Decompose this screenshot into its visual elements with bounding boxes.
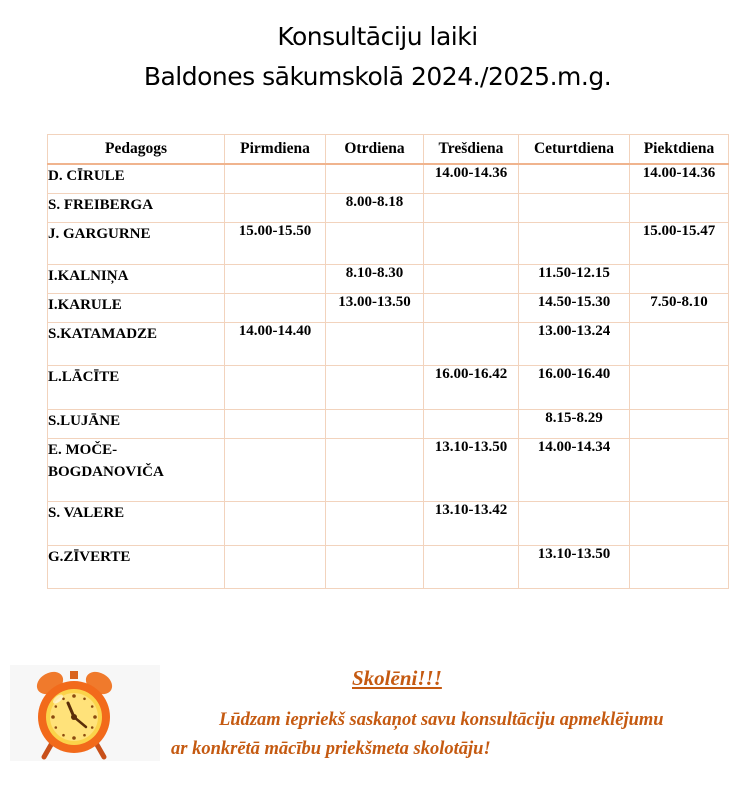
time-monday [225,545,326,588]
time-monday [225,438,326,501]
table-row [48,222,729,264]
table-row [48,264,729,293]
teacher-name: D. CĪRULE [48,164,225,193]
time-wednesday: 13.10-13.42 [424,501,519,545]
time-tuesday: 8.00-8.18 [326,193,424,222]
teacher-name: L.LĀCĪTE [48,365,225,409]
time-wednesday [424,264,519,293]
time-thursday [519,222,630,264]
time-wednesday [424,222,519,264]
time-friday [630,438,729,501]
header-teacher: Pedagogs [48,135,225,165]
header-tuesday: Otrdiena [326,135,424,165]
table-header-row [48,135,729,165]
teacher-name: I.KALNIŅA [48,264,225,293]
notice-line-1: Lūdzam iepriekš saskaņot savu konsultāciju apmeklējumu [219,710,664,730]
time-friday [630,193,729,222]
time-thursday [519,164,630,193]
time-friday: 14.00-14.36 [630,164,729,193]
notice-line-2: ar konkrētā mācību priekšmeta skolotāju! [171,739,491,759]
table-row [48,438,729,501]
time-tuesday [326,222,424,264]
time-monday: 15.00-15.50 [225,222,326,264]
time-monday: 14.00-14.40 [225,322,326,365]
time-thursday: 13.00-13.24 [519,322,630,365]
table-row [48,193,729,222]
time-thursday: 14.00-14.34 [519,438,630,501]
time-monday [225,409,326,438]
time-friday [630,545,729,588]
time-friday [630,264,729,293]
time-tuesday [326,545,424,588]
teacher-name: S.KATAMADZE [48,322,225,365]
time-friday: 15.00-15.47 [630,222,729,264]
teacher-name: J. GARGURNE [48,222,225,264]
teacher-name: I.KARULE [48,293,225,322]
table-row [48,545,729,588]
time-wednesday: 13.10-13.50 [424,438,519,501]
time-friday [630,322,729,365]
table-row [48,501,729,545]
time-monday [225,293,326,322]
time-tuesday: 13.00-13.50 [326,293,424,322]
table-row [48,365,729,409]
time-tuesday [326,365,424,409]
teacher-name: E. MOČE-BOGDANOVIČA [48,438,225,501]
time-thursday: 16.00-16.40 [519,365,630,409]
table-row [48,322,729,365]
time-tuesday [326,409,424,438]
time-monday [225,193,326,222]
time-tuesday [326,501,424,545]
time-wednesday [424,193,519,222]
notice-text [171,706,751,764]
time-thursday: 8.15-8.29 [519,409,630,438]
time-wednesday [424,322,519,365]
time-monday [225,501,326,545]
time-monday [225,164,326,193]
time-wednesday [424,545,519,588]
page-title: Konsultāciju laiki [277,22,478,51]
table-row [48,409,729,438]
time-tuesday [326,322,424,365]
teacher-name: S. FREIBERGA [48,193,225,222]
time-wednesday [424,409,519,438]
time-tuesday [326,164,424,193]
time-friday [630,365,729,409]
time-monday [225,264,326,293]
time-thursday: 11.50-12.15 [519,264,630,293]
time-friday [630,501,729,545]
time-monday [225,365,326,409]
alarm-clock-icon [10,665,160,761]
time-tuesday: 8.10-8.30 [326,264,424,293]
header-monday: Pirmdiena [225,135,326,165]
time-wednesday: 14.00-14.36 [424,164,519,193]
header-friday: Piektdiena [630,135,729,165]
time-friday [630,409,729,438]
table-row [48,293,729,322]
table-row [48,164,729,193]
time-thursday [519,501,630,545]
teacher-name: S.LUJĀNE [48,409,225,438]
teacher-name: S. VALERE [48,501,225,545]
header-thursday: Ceturtdiena [519,135,630,165]
consultation-table [47,134,729,589]
time-thursday: 14.50-15.30 [519,293,630,322]
teacher-name: G.ZĪVERTE [48,545,225,588]
time-friday: 7.50-8.10 [630,293,729,322]
header-wednesday: Trešdiena [424,135,519,165]
time-thursday [519,193,630,222]
time-thursday: 13.10-13.50 [519,545,630,588]
time-wednesday: 16.00-16.42 [424,365,519,409]
time-wednesday [424,293,519,322]
time-tuesday [326,438,424,501]
page-subtitle: Baldones sākumskolā 2024./2025.m.g. [143,62,612,91]
notice-heading: Skolēni!!! [352,666,442,690]
